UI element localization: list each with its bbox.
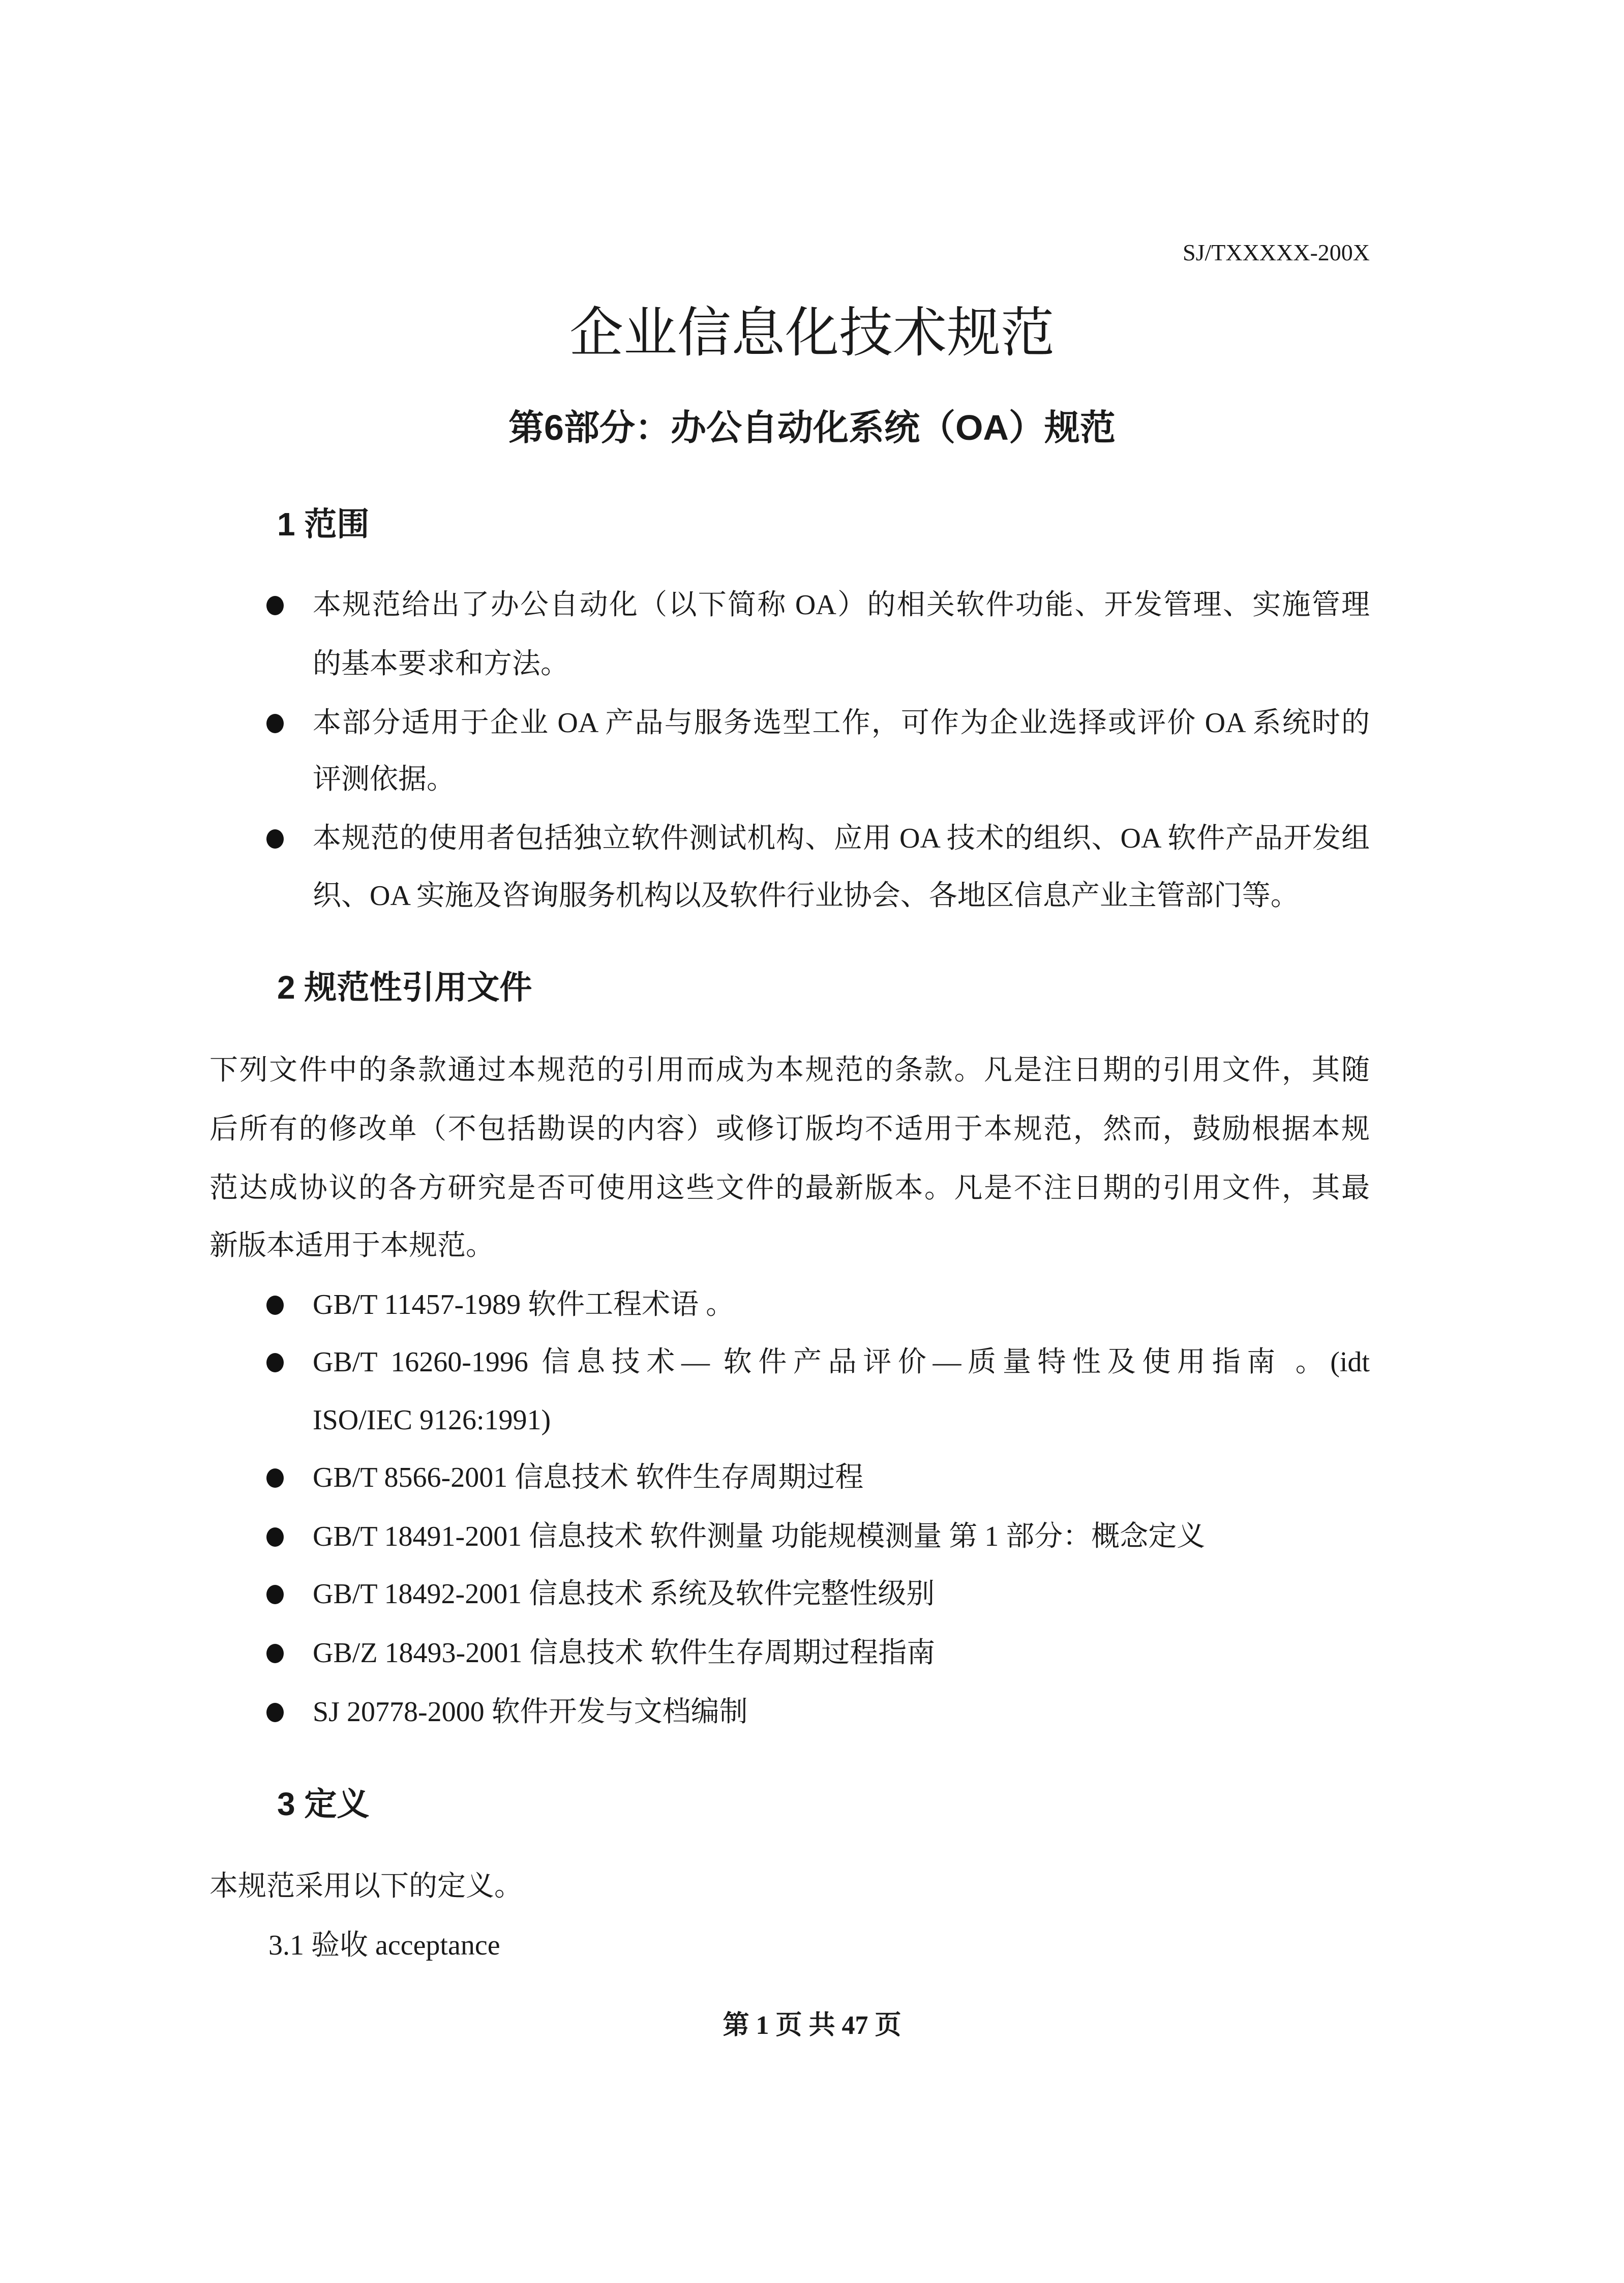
paragraph-line: 新版本适用于本规范。 — [209, 1230, 494, 1261]
bullet-icon — [266, 829, 284, 849]
paragraph-line: 后所有的修改单（不包括勘误的内容）或修订版均不适用于本规范，然而，鼓励根据本规 — [209, 1114, 1370, 1145]
bullet-icon — [266, 1296, 284, 1315]
bullet-icon — [266, 1353, 284, 1372]
list-item-line: 织、OA 实施及咨询服务机构以及软件行业协会、各地区信息产业主管部门等。 — [313, 880, 1299, 912]
definitions-intro: 本规范采用以下的定义。 — [209, 1871, 523, 1902]
list-item-line: 评测依据。 — [313, 764, 455, 795]
list-item-line: ISO/IEC 9126:1991) — [313, 1404, 551, 1436]
bullet-icon — [266, 714, 284, 733]
list-item-line: SJ 20778-2000 软件开发与文档编制 — [313, 1696, 748, 1728]
section-2-heading: 2 规范性引用文件 — [277, 969, 532, 1006]
list-item-line: 本部分适用于企业 OA 产品与服务选型工作，可作为企业选择或评价 OA 系统时的 — [313, 707, 1370, 739]
bullet-icon — [266, 1468, 284, 1488]
list-item-line: GB/T 16260-1996 信息技术— 软件产品评价—质量特性及使用指南 。(idt — [313, 1346, 1370, 1378]
definition-3-1: 3.1 验收 acceptance — [268, 1930, 500, 1961]
document-subtitle: 第6部分：办公自动化系统（OA）规范 — [508, 408, 1116, 447]
section-1-heading: 1 范围 — [277, 506, 370, 543]
list-item-line: GB/T 18491-2001 信息技术 软件测量 功能规模测量 第 1 部分：概念定义 — [313, 1521, 1206, 1552]
list-item-line: 本规范的使用者包括独立软件测试机构、应用 OA 技术的组织、OA 软件产品开发组 — [313, 823, 1370, 854]
list-item-line: GB/T 11457-1989 软件工程术语 。 — [313, 1289, 735, 1320]
paragraph-line: 下列文件中的条款通过本规范的引用而成为本规范的条款。凡是注日期的引用文件，其随 — [209, 1055, 1370, 1086]
list-item-line: 的基本要求和方法。 — [313, 648, 569, 680]
bullet-icon — [266, 1703, 284, 1722]
bullet-icon — [266, 1644, 284, 1663]
list-item-line: GB/Z 18493-2001 信息技术 软件生存周期过程指南 — [313, 1637, 936, 1669]
section-3-heading: 3 定义 — [277, 1786, 370, 1822]
document-title: 企业信息化技术规范 — [569, 304, 1055, 363]
bullet-icon — [266, 1585, 284, 1604]
paragraph-line: 范达成协议的各方研究是否可使用这些文件的最新版本。凡是不注日期的引用文件，其最 — [209, 1173, 1370, 1204]
bullet-icon — [266, 596, 284, 615]
list-item-line: GB/T 18492-2001 信息技术 系统及软件完整性级别 — [313, 1578, 935, 1610]
list-item-line: 本规范给出了办公自动化（以下简称 OA）的相关软件功能、开发管理、实施管理 — [313, 589, 1370, 621]
standard-code: SJ/TXXXXX-200X — [1183, 239, 1370, 265]
list-item-line: GB/T 8566-2001 信息技术 软件生存周期过程 — [313, 1462, 864, 1493]
bullet-icon — [266, 1527, 284, 1547]
page-number: 第 1 页 共 47 页 — [723, 2011, 901, 2040]
